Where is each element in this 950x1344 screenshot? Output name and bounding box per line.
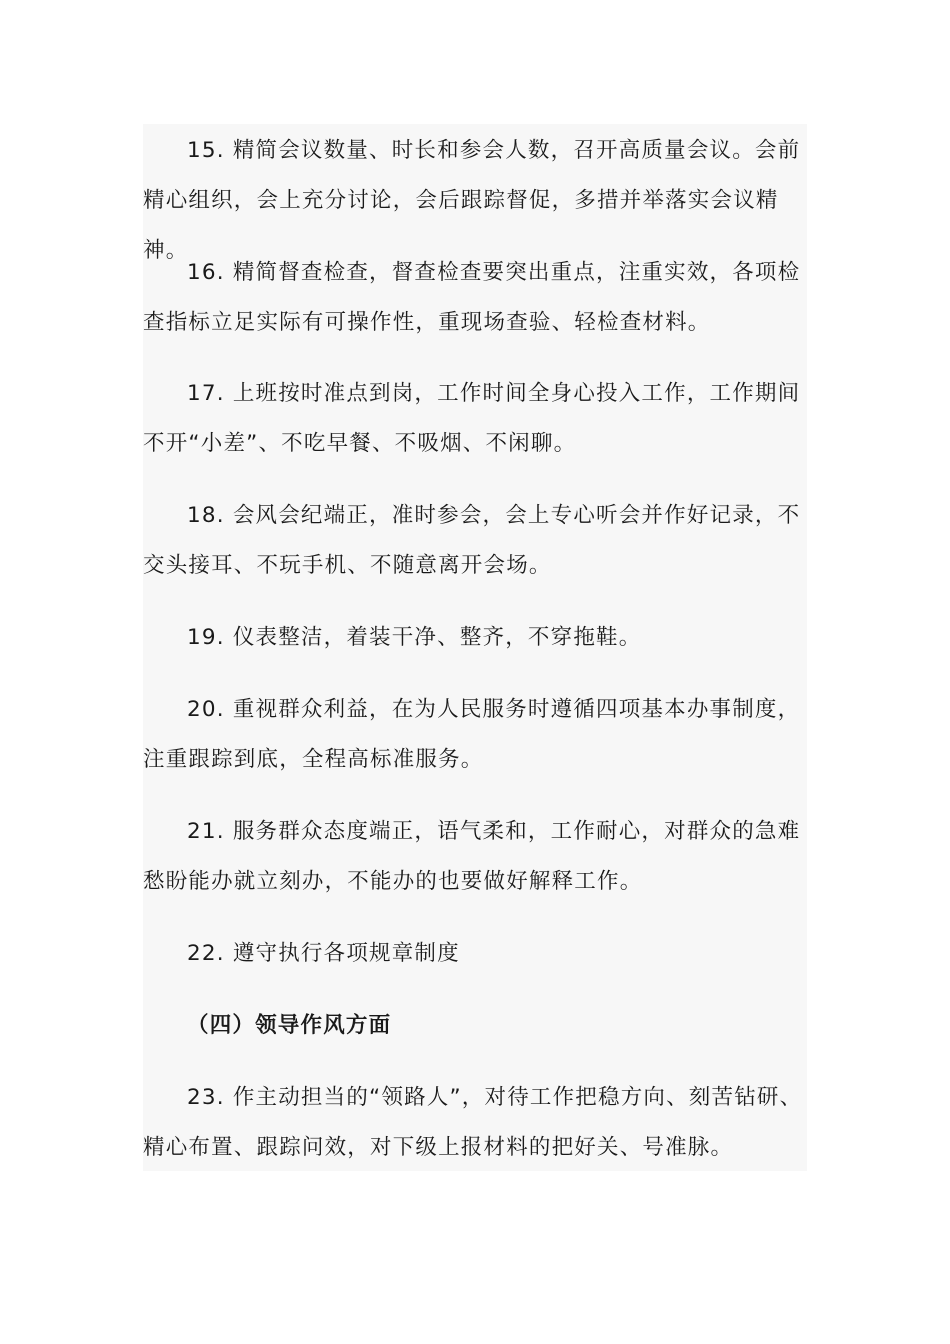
paragraph-20: 20. 重视群众利益，在为人民服务时遵循四项基本办事制度，注重跟踪到底，全程高标准服务。 [143,697,801,772]
paragraph-16: 16. 精简督查检查，督查检查要突出重点，注重实效，各项检查指标立足实际有可操作性，重现场查验、轻检查材料。 [143,260,801,335]
paragraph-22: 22. 遵守执行各项规章制度 [187,941,460,966]
section-heading: （四）领导作风方面 [187,1013,392,1038]
paragraph-23: 23. 作主动担当的“领路人”，对待工作把稳方向、刻苦钻研、精心布置、跟踪问效，对下级上报材料的把好关、号准脉。 [143,1085,803,1160]
document-body [143,124,807,1171]
paragraph-15: 15. 精简会议数量、时长和参会人数，召开高质量会议。会前精心组织，会上充分讨论，会后跟踪督促，多措并举落实会议精神。 [143,138,801,263]
paragraph-18: 18. 会风会纪端正，准时参会，会上专心听会并作好记录，不交头接耳、不玩手机、不随意离开会场。 [143,503,801,578]
paragraph-21: 21. 服务群众态度端正，语气柔和，工作耐心，对群众的急难愁盼能办就立刻办，不能办的也要做好解释工作。 [143,819,801,894]
paragraph-19: 19. 仪表整洁，着装干净、整齐，不穿拖鞋。 [187,625,642,650]
paragraph-17: 17. 上班按时准点到岗，工作时间全身心投入工作，工作期间不开“小差”、不吃早餐、不吸烟、不闲聊。 [143,381,801,456]
